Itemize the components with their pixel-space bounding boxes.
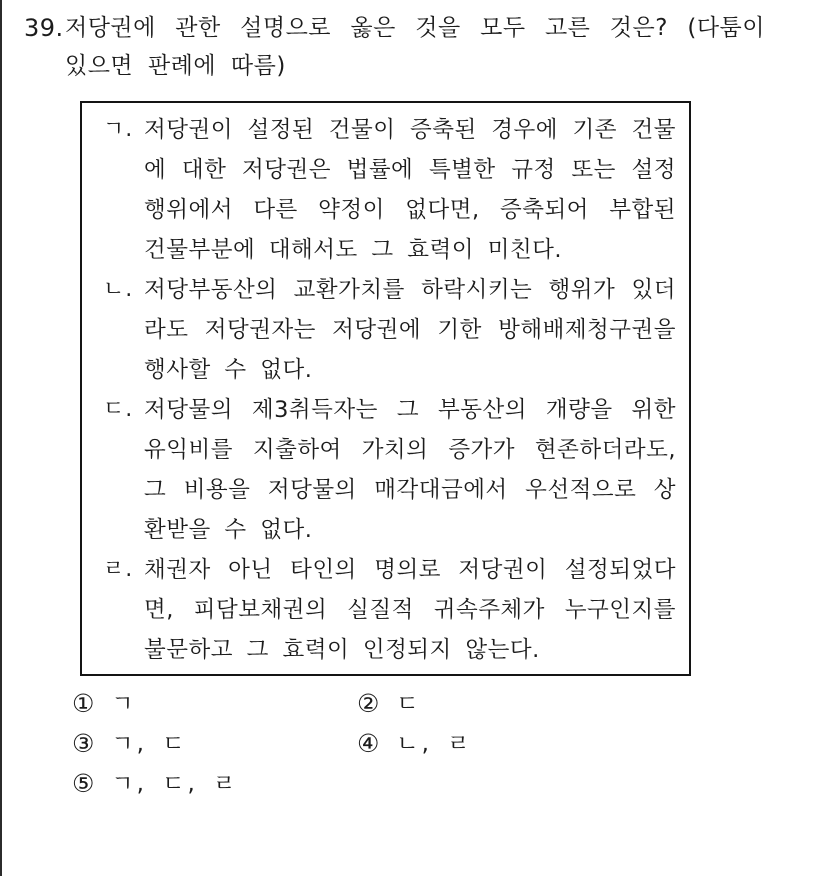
choice-5[interactable] — [72, 770, 357, 798]
choice-2-number: ② — [357, 689, 380, 718]
choice-3[interactable] — [72, 730, 357, 758]
statement-label: ㄴ. — [103, 277, 134, 302]
choice-2[interactable] — [357, 690, 472, 718]
choice-4-text: ㄴ, ㄹ — [396, 731, 473, 757]
choice-4-number: ④ — [357, 729, 380, 758]
statement-box — [80, 101, 691, 676]
question-title: 저당권에 관한 설명으로 옳은 것을 모두 고른 것은? (다툼이 있으면 판례에 따름) — [65, 15, 765, 79]
choice-2-text: ㄷ — [396, 691, 422, 717]
choice-5-number: ⑤ — [72, 769, 95, 798]
statement-item-giyeok — [103, 110, 676, 270]
statement-text: 저당부동산의 교환가치를 하락시키는 행위가 있더라도 저당권자는 저당권에 기한 방해배제청구권을 행사할 수 없다. — [144, 277, 676, 383]
statement-label: ㄷ. — [103, 397, 134, 422]
choice-3-number: ③ — [72, 729, 95, 758]
choice-5-text: ㄱ, ㄷ, ㄹ — [111, 771, 239, 797]
statement-item-digeut — [103, 390, 676, 550]
statement-text: 저당권이 설정된 건물이 증축된 경우에 기존 건물에 대한 저당권은 법률에 특별한 규정 또는 설정행위에서 다른 약정이 없다면, 증축되어 부합된 건물부분에 대해서도 그 효력이 미친다. — [144, 117, 676, 263]
statement-text: 저당물의 제3취득자는 그 부동산의 개량을 위한 유익비를 지출하여 가치의 증가가 현존하더라도, 그 비용을 저당물의 매각대금에서 우선적으로 상환받을 수 없다. — [144, 397, 676, 543]
statement-label: ㄱ. — [103, 117, 134, 142]
choice-1[interactable] — [72, 690, 357, 718]
choice-4[interactable] — [357, 730, 472, 758]
statement-item-rieul — [103, 550, 676, 670]
answer-choices — [72, 690, 692, 798]
statement-text: 채권자 아닌 타인의 명의로 저당권이 설정되었다면, 피담보채권의 실질적 귀속주체가 누구인지를 불문하고 그 효력이 인정되지 않는다. — [144, 557, 676, 663]
question-number: 39. — [24, 14, 64, 42]
choice-1-number: ① — [72, 689, 95, 718]
statement-item-nieun — [103, 270, 676, 390]
choice-1-text: ㄱ — [111, 691, 137, 717]
choice-3-text: ㄱ, ㄷ — [111, 731, 188, 757]
statement-label: ㄹ. — [103, 557, 134, 582]
question — [2, 0, 826, 85]
